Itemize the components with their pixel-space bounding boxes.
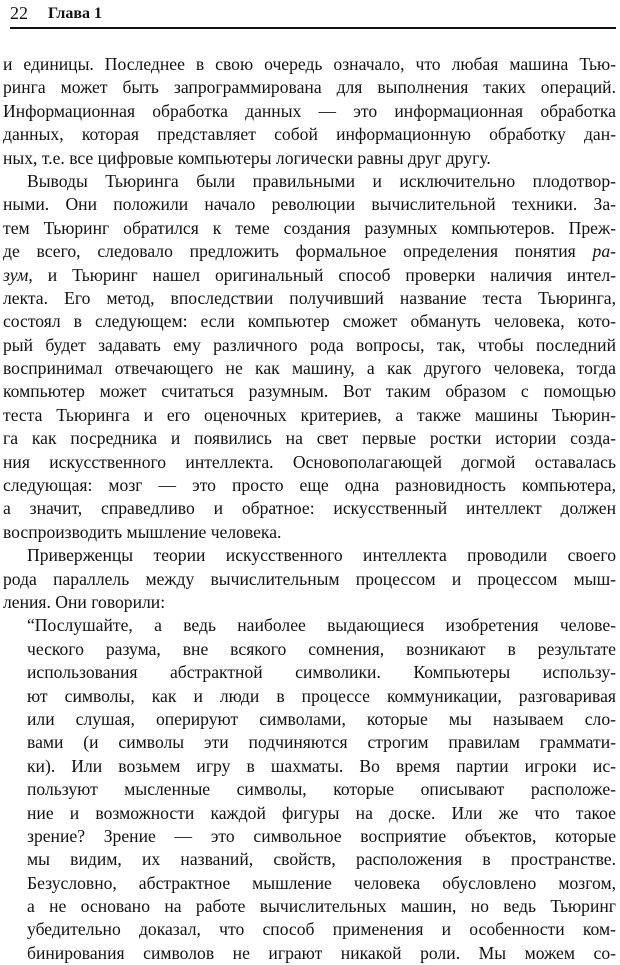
page-number: 22 <box>10 3 28 23</box>
quote-line: мы видим, их названий, свойств, расположения в пространстве. <box>27 849 616 870</box>
text-line: ных, т.е. все цифровые компьютеры логически равны друг другу. <box>3 147 491 168</box>
quote-line: или слушая, оперируют символами, которые мы называем сло- <box>27 708 616 729</box>
text-line: теста Тьюринга и его оценочных критериев, а также машины Тьюрин- <box>3 404 616 425</box>
text-line: следующая: мозг — это просто еще одна разновидность компьютера, <box>3 475 616 496</box>
text-line: ными. Они положили начало революции вычислительной техники. За- <box>3 194 616 215</box>
text-line: га как посредника и появились на свет первые ростки истории созда- <box>3 428 616 449</box>
text-line: ринга может быть запрограммирована для выполнения таких операций. <box>3 77 616 98</box>
paragraph-3 <box>3 544 616 614</box>
text-line: ния искусственного интеллекта. Основополагающей догмой оставалась <box>3 451 616 472</box>
text-line: рода параллель между вычислительным процессом и процессом мыш- <box>3 568 616 589</box>
text-line: и единицы. Последнее в свою очередь означало, что любая машина Тью- <box>3 54 616 74</box>
paragraph-2 <box>3 170 616 544</box>
text-line: де всего, следовало предложить формальное определения понятия ра- <box>3 241 616 262</box>
paragraph-1 <box>3 53 616 170</box>
quote-line: убедительно доказал, что способ применения и особенности ком- <box>27 919 616 940</box>
text-line: Информационная обработка данных — это информационная обработка <box>3 100 616 121</box>
quote-line: использования абстрактной символики. Компьютеры использу- <box>27 662 616 683</box>
emphasis: зум <box>3 264 29 285</box>
text-line: данных, которая представляет собой информационную обработку дан- <box>3 124 616 145</box>
quote-line: вами (и символы эти подчиняются строгим правилам граммати- <box>27 732 616 753</box>
quote-line: ческого разума, вне всякого сомнения, возникают в результате <box>27 638 616 659</box>
quotation-block <box>3 614 616 965</box>
quote-line: ки). Или возьмем игру в шахматы. Во время партии игроки ис- <box>27 755 616 776</box>
text-line: состоял в следующем: если компьютер сможет обмануть человека, кото- <box>3 311 616 332</box>
quote-line: пользуют мысленные символы, которые описывают расположе- <box>27 779 616 800</box>
text-line: компьютер может считаться разумным. Вот таким образом с помощью <box>3 381 616 402</box>
quote-line: ют символы, как и люди в процессе коммуникации, разговаривая <box>27 685 616 706</box>
running-header <box>10 1 616 29</box>
chapter-title: Глава 1 <box>48 5 102 22</box>
text-line: зум, и Тьюринг нашел оригинальный способ проверки наличия интел- <box>3 264 616 285</box>
quote-line: “Послушайте, а ведь наиболее выдающиеся изобретения челове- <box>27 615 616 636</box>
quote-line: зрение? Зрение — это символьное восприятие объектов, которые <box>27 825 616 846</box>
text-line: воспроизводить мышление человека. <box>3 521 282 542</box>
text-line: ления. Они говорили: <box>3 591 166 612</box>
text-line: Приверженцы теории искусственного интеллекта проводили своего <box>27 545 616 566</box>
text-line: рый будет задавать ему различного рода вопросы, так, чтобы последний <box>3 334 616 355</box>
quote-line: а не основано на работе вычислительных машин, но ведь Тьюринг <box>27 896 616 917</box>
text-line: лекта. Его метод, впоследствии получивший название теста Тьюринга, <box>3 287 616 308</box>
quote-line: ние и возможности каждой фигуры на доске. Или же что такое <box>27 802 616 823</box>
text-line: Выводы Тьюринга были правильными и исключительно плодотвор- <box>27 170 616 191</box>
emphasis: ра- <box>592 241 616 262</box>
text-line: воспринимал отвечающего не как машину, а как другого человека, тогда <box>3 358 616 379</box>
text-line: тем Тьюринг обратился к теме создания разумных компьютеров. Преж- <box>3 217 616 238</box>
quote-line: бинирования символов не играют никакой роли. Мы можем со- <box>27 942 616 963</box>
text-line: а значит, справедливо и обратное: искусственный интеллект должен <box>3 498 616 519</box>
page-body <box>3 53 616 965</box>
quote-line: Безусловно, абстрактное мышление человека обусловлено мозгом, <box>27 872 616 893</box>
